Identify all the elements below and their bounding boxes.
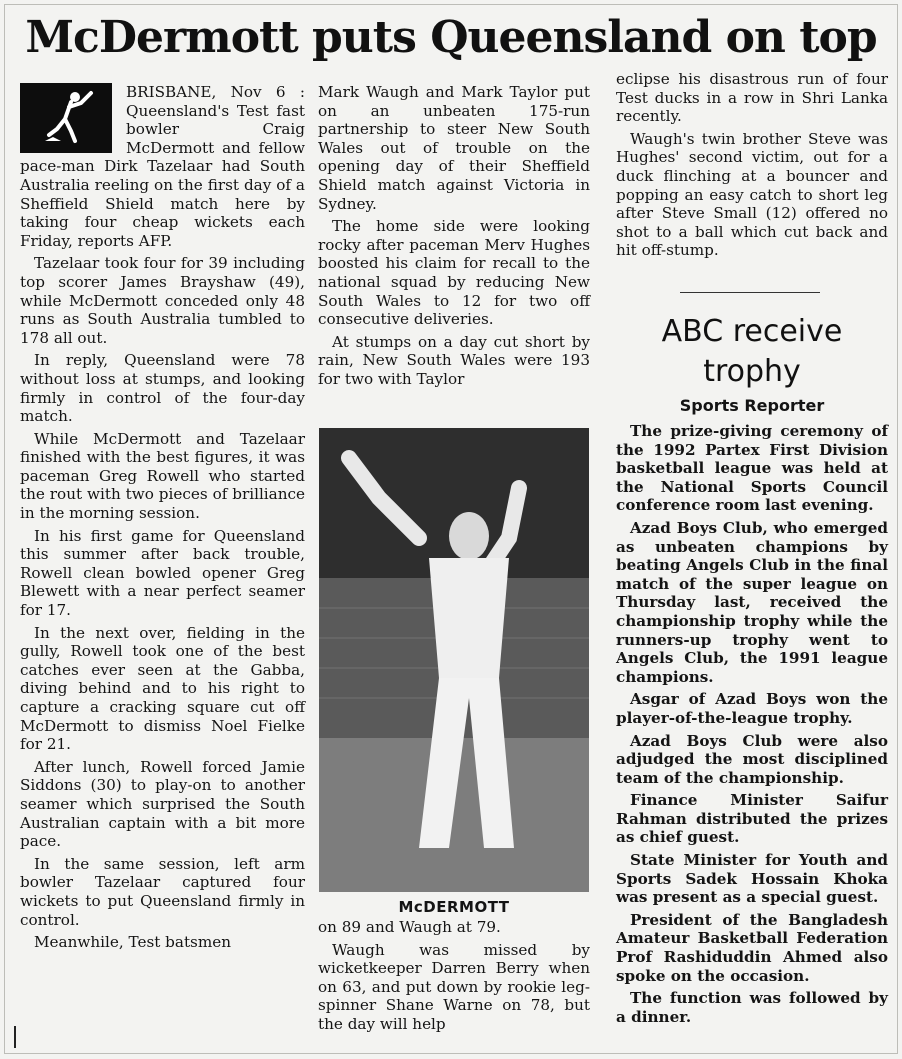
story-body: [616, 422, 888, 1030]
paragraph: The function was followed by a dinner.: [616, 989, 888, 1026]
paragraph: At stumps on a day cut short by rain, New South Wales were 193 for two with Taylor: [318, 332, 590, 388]
paragraph: President of the Bangladesh Amateur Basketball Federation Prof Rashiduddin Ahmed also spoke on the occasion.: [616, 910, 888, 985]
paragraph: After lunch, Rowell forced Jamie Siddons (30) to play-on to another seamer which surprised the South Australian captain with a bit more pace.: [20, 757, 305, 851]
paragraph: Mark Waugh and Mark Taylor put on an unbeaten 175-run partnership to steer New South Wales out of trouble on the opening day of their Sheffield Shield match against Victoria in Sydney.: [318, 83, 590, 213]
paragraph: The home side were looking rocky after paceman Merv Hughes boosted his claim for recall to the national squad by reducing New South Wales to 12 for two off consecutive deliveries.: [318, 217, 590, 329]
paragraph: Waugh was missed by wicketkeeper Darren Berry when on 63, and put down by rookie leg-spinner Shane Warne on 78, but the day will help: [318, 940, 590, 1033]
paragraph: Asgar of Azad Boys won the player-of-the-league trophy.: [616, 690, 888, 727]
cricket-batsman-icon: [20, 83, 112, 153]
article-column-3: [616, 70, 888, 264]
paragraph: on 89 and Waugh at 79.: [318, 918, 501, 936]
paragraph: State Minister for Youth and Sports Sadek Hossain Khoka was present as a special guest.: [616, 851, 888, 907]
paragraph: In the next over, fielding in the gully, Rowell took one of the best catches ever seen at the Gabba, diving behind and to his right to capture a cracking square cut off McDermott to dismiss Noel Fielke for 21.: [20, 623, 305, 754]
paragraph: In the same session, left arm bowler Tazelaar captured four wickets to put Queensland firmly in control.: [20, 854, 305, 929]
story-headline: ABC receive trophy: [661, 314, 843, 389]
article-column-2: [318, 83, 590, 393]
headline: McDermott puts Queensland on top: [25, 12, 877, 63]
paragraph: Meanwhile, Test batsmen: [34, 933, 232, 952]
divider: [680, 292, 820, 293]
paragraph: Azad Boys Club were also adjudged the most disciplined team of the championship.: [616, 731, 888, 787]
crop-mark: [14, 1026, 16, 1048]
photo-caption: McDERMOTT: [398, 898, 510, 916]
paragraph: Tazelaar took four for 39 including top scorer James Brayshaw (49), while McDermott conceded only 48 runs as South Australia tumbled to 178 all out.: [20, 254, 305, 347]
paragraph: While McDermott and Tazelaar finished with the best figures, it was paceman Greg Rowell who started the rout with two pieces of brilliance in the morning session.: [20, 429, 305, 523]
paragraph: Finance Minister Saifur Rahman distributed the prizes as chief guest.: [616, 791, 888, 847]
dateline-paragraph: BRISBANE, Nov 6 : Queensland's Test fast bowler Craig McDermott and fellow pace-man Dirk Tazelaar had South Australia reeling on the first day of a Sheffield Shield match here by taking four cheap wickets each Friday, reports AFP.: [20, 83, 305, 250]
paragraph: eclipse his disastrous run of four Test ducks in a row in Shri Lanka recently.: [616, 70, 888, 126]
byline: Sports Reporter: [679, 396, 825, 415]
paragraph: Azad Boys Club, who emerged as unbeaten champions by beating Angels Club in the final match of the super league on Thursday last, received the championship trophy while the runners-up trophy went to Angels Club, the 1991 league champions.: [616, 518, 888, 686]
paragraph: In his first game for Queensland this summer after back trouble, Rowell clean bowled opener Greg Blewett with a near perfect seamer for 17.: [20, 526, 305, 620]
paragraph: The prize-giving ceremony of the 1992 Partex First Division basketball league was held at the National Sports Council conference room last evening.: [616, 422, 888, 515]
article-column-1: [20, 83, 305, 956]
paragraph: In reply, Queensland were 78 without loss at stumps, and looking firmly in control of the four-day match.: [20, 351, 305, 426]
bowler-celebrating-photo: [319, 428, 589, 892]
article-column-2-continued: [318, 918, 590, 1038]
paragraph: Waugh's twin brother Steve was Hughes' second victim, out for a duck flinching at a bouncer and popping an easy catch to short leg after Steve Small (12) offered no shot to a ball which cut back and hit off-stump.: [616, 129, 888, 260]
